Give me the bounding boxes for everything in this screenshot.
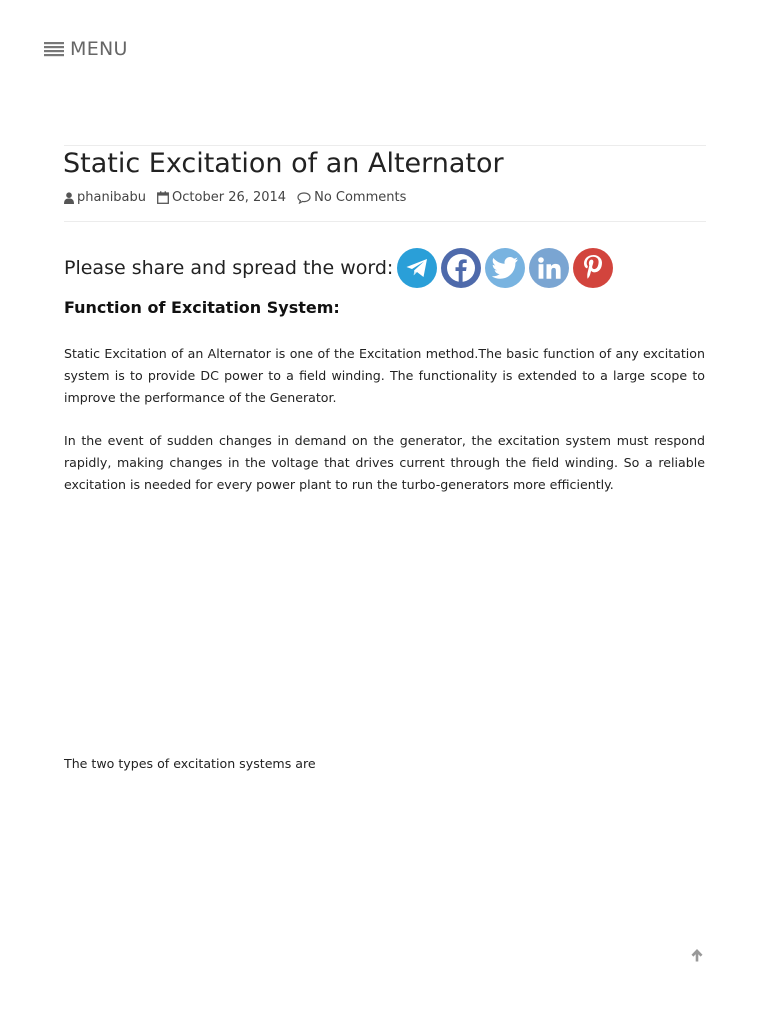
share-telegram-button[interactable]	[397, 248, 437, 288]
title-divider-top	[64, 145, 706, 146]
pinterest-icon	[582, 254, 604, 282]
linkedin-icon	[536, 256, 562, 280]
telegram-icon	[405, 257, 429, 279]
section-heading: Function of Excitation System:	[64, 298, 340, 317]
menu-label: MENU	[70, 38, 128, 60]
back-to-top-button[interactable]	[689, 947, 705, 963]
paragraph-3: The two types of excitation systems are	[64, 756, 316, 771]
hamburger-icon	[44, 41, 64, 57]
page-title: Static Excitation of an Alternator	[63, 148, 504, 179]
share-facebook-button[interactable]	[441, 248, 481, 288]
share-bar	[64, 248, 617, 288]
author-link[interactable]: phanibabu	[77, 190, 147, 205]
share-twitter-button[interactable]	[485, 248, 525, 288]
share-linkedin-button[interactable]	[529, 248, 569, 288]
twitter-icon	[491, 256, 519, 280]
facebook-icon	[444, 251, 478, 285]
title-divider-bottom	[64, 221, 706, 222]
menu-button[interactable]	[44, 38, 128, 60]
date-link[interactable]: October 26, 2014	[172, 190, 287, 205]
meta-date	[157, 190, 286, 205]
user-icon	[64, 192, 74, 204]
meta-comments	[297, 190, 406, 205]
paragraph-2: In the event of sudden changes in demand on the generator, the excitation system must respond rapidly, making changes in the voltage that drives current through the field winding. So a reliable excitation is needed for every power plant to run the turbo-generators more efficiently.	[64, 433, 705, 492]
comment-icon	[297, 192, 311, 204]
arrow-up-icon	[689, 947, 705, 963]
post-meta	[64, 190, 417, 205]
comments-link[interactable]: No Comments	[314, 190, 407, 205]
share-pinterest-button[interactable]	[573, 248, 613, 288]
calendar-icon	[157, 191, 169, 204]
meta-author	[64, 190, 146, 205]
share-label: Please share and spread the word:	[64, 257, 394, 279]
paragraph-1: Static Excitation of an Alternator is one of the Excitation method.The basic function of any excitation system is to provide DC power to a field winding. The functionality is extended to a large scope to improve the performance of the Generator.	[64, 346, 705, 405]
